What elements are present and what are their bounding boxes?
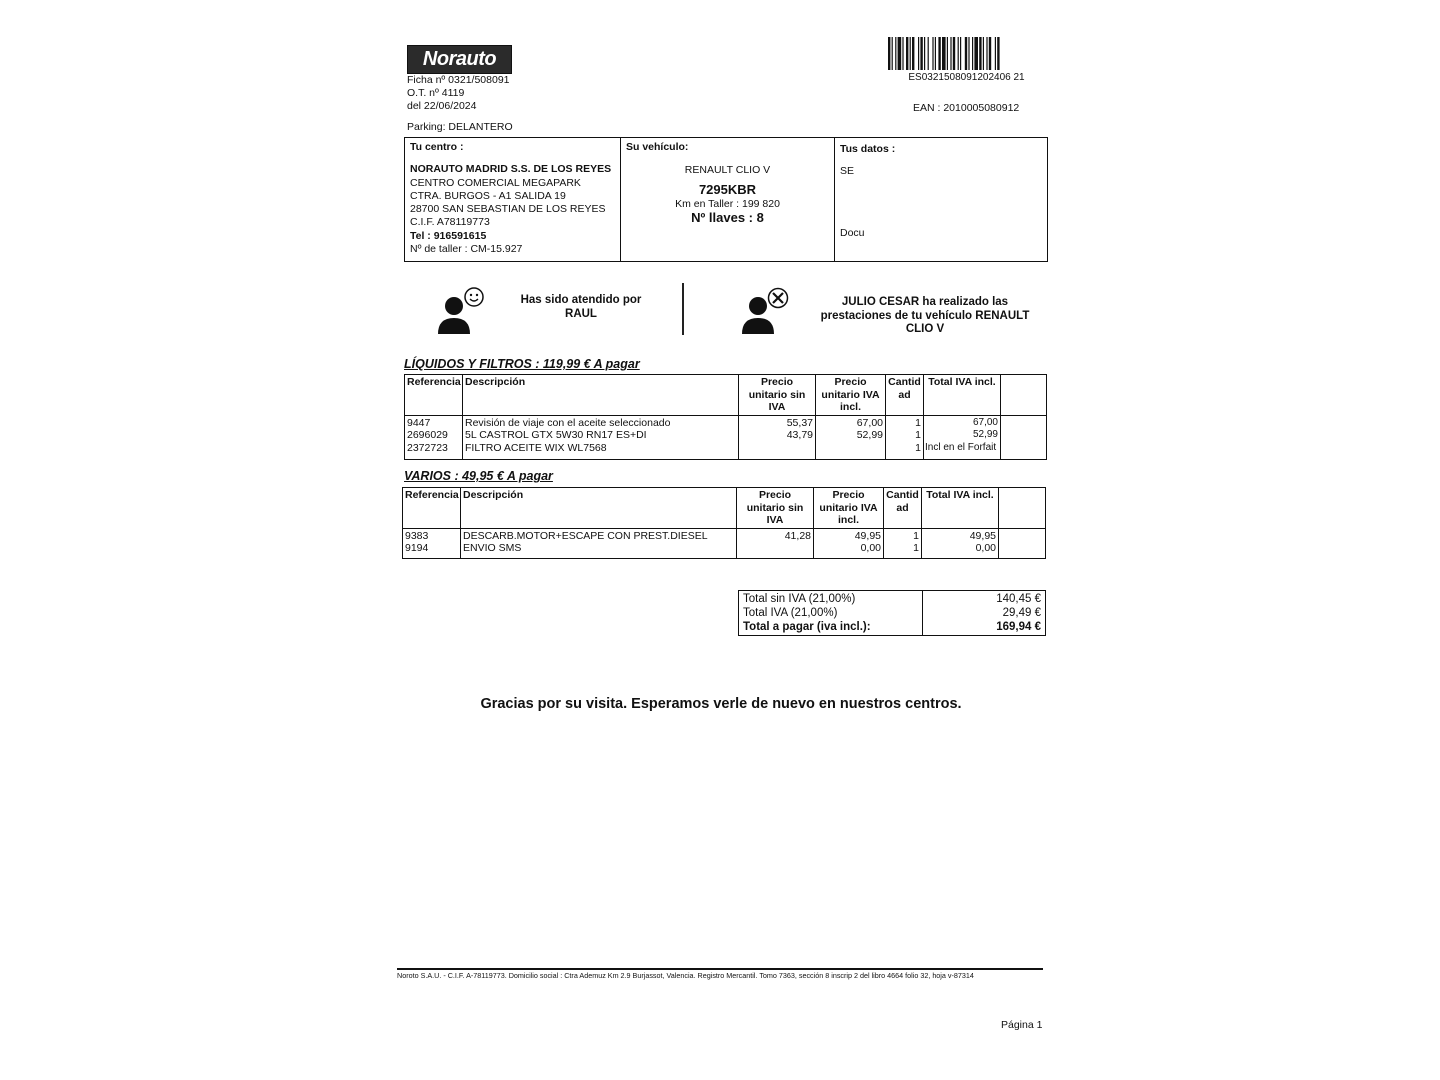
barcode-bar [965, 37, 967, 70]
col-unit-net: Precio unitario sin IVA [739, 375, 816, 416]
table-row-unit-gross: 67,00 [856, 416, 883, 429]
varios-unit-gross [814, 528, 884, 558]
total-grand-value: 169,94 € [996, 621, 1041, 633]
barcode-bar [938, 37, 940, 70]
col-description: Descripción [463, 375, 739, 416]
info-boxes [404, 137, 1048, 262]
barcode-bar [974, 37, 978, 70]
table-row-desc: ENVIO SMS [463, 542, 522, 554]
table-row-desc: DESCARB.MOTOR+ESCAPE CON PREST.DIESEL [463, 529, 708, 542]
barcode-bar [972, 37, 973, 70]
total-net-label: Total sin IVA (21,00%) [743, 593, 856, 605]
col-quantity: Cantidad [886, 375, 924, 416]
total-vat-value: 29,49 € [1002, 607, 1041, 619]
thanks-message: Gracias por su visita. Esperamos verle de nuevo en nuestros centros. [480, 696, 962, 712]
barcode-bar [924, 37, 925, 70]
col-empty [999, 488, 1046, 529]
barcode-bar [953, 37, 955, 70]
col-unit-net: Precio unitario sin IVA [737, 488, 814, 529]
table-row-unit-gross: 52,99 [856, 429, 883, 441]
table-row-desc: FILTRO ACEITE WIX WL7568 [465, 441, 607, 454]
varios-header-row [403, 488, 1046, 529]
total-net-value: 140,45 € [996, 593, 1041, 605]
center-box [405, 138, 620, 261]
table-row-qty: 1 [915, 416, 921, 429]
barcode-bar [906, 37, 908, 70]
footer-legal-text: Noroto S.A.U. - C.I.F. A-78119773. Domicilio social : Ctra Ademuz Km 2.9 Burjassot, Valencia. Registro Mercantil. Tomo 7363, sección 8 inscrip 2 del libro 4664 folio 32, hoja v-87314 [397, 971, 974, 980]
barcode-bar [892, 37, 893, 70]
ean-code: EAN : 2010005080912 [913, 102, 1020, 114]
varios-section-title: VARIOS : 49,95 € A pagar [404, 469, 553, 483]
barcode-bar [888, 37, 890, 70]
table-row-qty: 1 [915, 429, 921, 441]
liquids-unit-net [739, 415, 816, 459]
barcode-number: ES0321508091202406 21 [908, 72, 1025, 83]
barcode-bar [986, 37, 987, 70]
liquids-empty [1001, 415, 1047, 459]
table-row-unit-net: 55,37 [786, 416, 813, 429]
table-row-ref: 2696029 [407, 429, 448, 441]
ficha-number: Ficha nº 0321/508091 [407, 74, 510, 86]
varios-refs [403, 528, 461, 558]
center-phone: Tel : 916591615 [410, 229, 487, 242]
barcode-bar [995, 37, 996, 70]
attended-divider [682, 283, 684, 335]
center-title: Tu centro : [410, 141, 464, 153]
table-row-unit-net: 41,28 [784, 529, 811, 542]
col-unit-gross: Precio unitario IVA incl. [814, 488, 884, 529]
vehicle-keys: Nº llaves : 8 [691, 210, 764, 226]
barcode-bar [983, 37, 984, 70]
col-reference: Referencia [405, 375, 463, 416]
vehicle-plate: 7295KBR [698, 181, 757, 197]
col-unit-gross: Precio unitario IVA incl. [816, 375, 886, 416]
table-row-desc: Revisión de viaje con el aceite seleccionado [465, 416, 671, 429]
customer-title: Tus datos : [840, 143, 896, 155]
barcode-bar [932, 37, 933, 70]
totals-labels [739, 591, 923, 636]
customer-name-fragment: SE [840, 165, 855, 178]
total-grand-label: Total a pagar (iva incl.): [743, 621, 871, 633]
totals-values [923, 591, 1046, 636]
table-row-qty: 1 [913, 529, 919, 542]
norauto-logo: Norauto [407, 45, 512, 74]
barcode-bar [997, 37, 999, 70]
table-row-total: 0,00 [975, 542, 996, 554]
order-number: O.T. nº 4119 [407, 87, 465, 99]
barcode-bar [895, 37, 896, 70]
barcode-bar [898, 37, 902, 70]
center-address-2: CTRA. BURGOS - A1 SALIDA 19 [410, 189, 566, 202]
barcode-bar [942, 37, 946, 70]
total-vat-label: Total IVA (21,00%) [743, 607, 838, 619]
barcode-bar [928, 37, 929, 70]
col-description: Descripción [461, 488, 737, 529]
varios-total [922, 528, 999, 558]
totals-row [739, 591, 1046, 636]
varios-unit-net [737, 528, 814, 558]
barcode-bar [910, 37, 911, 70]
customer-box [834, 138, 1047, 261]
liquids-table [404, 374, 1047, 460]
document-date: del 22/06/2024 [407, 100, 477, 112]
barcode-bar [989, 37, 991, 70]
table-row-desc: 5L CASTROL GTX 5W30 RN17 ES+DI [465, 429, 647, 441]
col-reference: Referencia [403, 488, 461, 529]
customer-document-fragment: Docu [840, 226, 865, 239]
table-row-ref: 2372723 [407, 441, 448, 454]
center-workshop-number: Nº de taller : CM-15.927 [410, 243, 523, 256]
liquids-refs [405, 415, 463, 459]
liquids-header-row [405, 375, 1047, 416]
liquids-section-title: LÍQUIDOS Y FILTROS : 119,99 € A pagar [404, 357, 640, 371]
mechanic-text: JULIO CESAR ha realizado las prestaciones de tu vehículo RENAULT CLIO V [820, 296, 1030, 335]
varios-qty [884, 528, 922, 558]
barcode-bar [950, 37, 951, 70]
center-cif: C.I.F. A78119773 [410, 216, 490, 229]
col-empty [1001, 375, 1047, 416]
barcode-bar [920, 37, 922, 70]
varios-descs [461, 528, 737, 558]
table-row-ref: 9383 [405, 529, 429, 542]
varios-empty [999, 528, 1046, 558]
liquids-qty [886, 415, 924, 459]
vehicle-box [620, 138, 834, 261]
vehicle-km: Km en Taller : 199 820 [675, 197, 780, 210]
table-row-total: 52,99 [972, 429, 998, 440]
barcode-bar [902, 37, 903, 70]
col-total: Total IVA incl. [922, 488, 999, 529]
table-row-qty: 1 [915, 441, 921, 454]
table-row-total: 67,00 [972, 416, 998, 428]
table-row-total: 49,95 [969, 529, 996, 542]
barcode-bar [979, 37, 981, 70]
barcode-bar [968, 37, 969, 70]
table-row-ref: 9447 [407, 416, 431, 429]
center-name: NORAUTO MADRID S.S. DE LOS REYES [410, 163, 612, 176]
col-total: Total IVA incl. [924, 375, 1001, 416]
liquids-unit-gross [816, 415, 886, 459]
vehicle-model: RENAULT CLIO V [684, 164, 771, 177]
table-row-unit-gross: 0,00 [860, 542, 881, 554]
barcode-image [888, 37, 1045, 70]
mechanic-person-icon [740, 286, 792, 336]
parking-info: Parking: DELANTERO [407, 121, 513, 133]
barcode-bar [947, 37, 948, 70]
table-row-unit-net: 43,79 [786, 429, 813, 441]
barcode-bar [958, 37, 959, 70]
page-number: Página 1 [1001, 1019, 1043, 1031]
vehicle-title: Su vehículo: [626, 141, 689, 153]
center-address-1: CENTRO COMERCIAL MEGAPARK [410, 176, 581, 189]
varios-body-row [403, 528, 1046, 558]
table-row-qty: 1 [913, 542, 919, 554]
table-row-total: Incl en el Forfait [925, 441, 997, 453]
advisor-text: Has sido atendido por RAUL [520, 294, 642, 320]
barcode-bar [918, 37, 919, 70]
center-address-3: 28700 SAN SEBASTIAN DE LOS REYES [410, 203, 606, 216]
barcode-bar [960, 37, 961, 70]
varios-table [402, 487, 1046, 559]
totals-table [738, 590, 1046, 636]
liquids-descs [463, 415, 739, 459]
barcode-bar [912, 37, 914, 70]
liquids-body-row [405, 415, 1047, 459]
barcode-bar [935, 37, 936, 70]
advisor-person-icon [434, 286, 486, 336]
footer-divider [397, 968, 1043, 970]
col-quantity: Cantidad [884, 488, 922, 529]
table-row-unit-gross: 49,95 [854, 529, 881, 542]
table-row-ref: 9194 [405, 542, 429, 554]
liquids-total [924, 415, 1001, 459]
